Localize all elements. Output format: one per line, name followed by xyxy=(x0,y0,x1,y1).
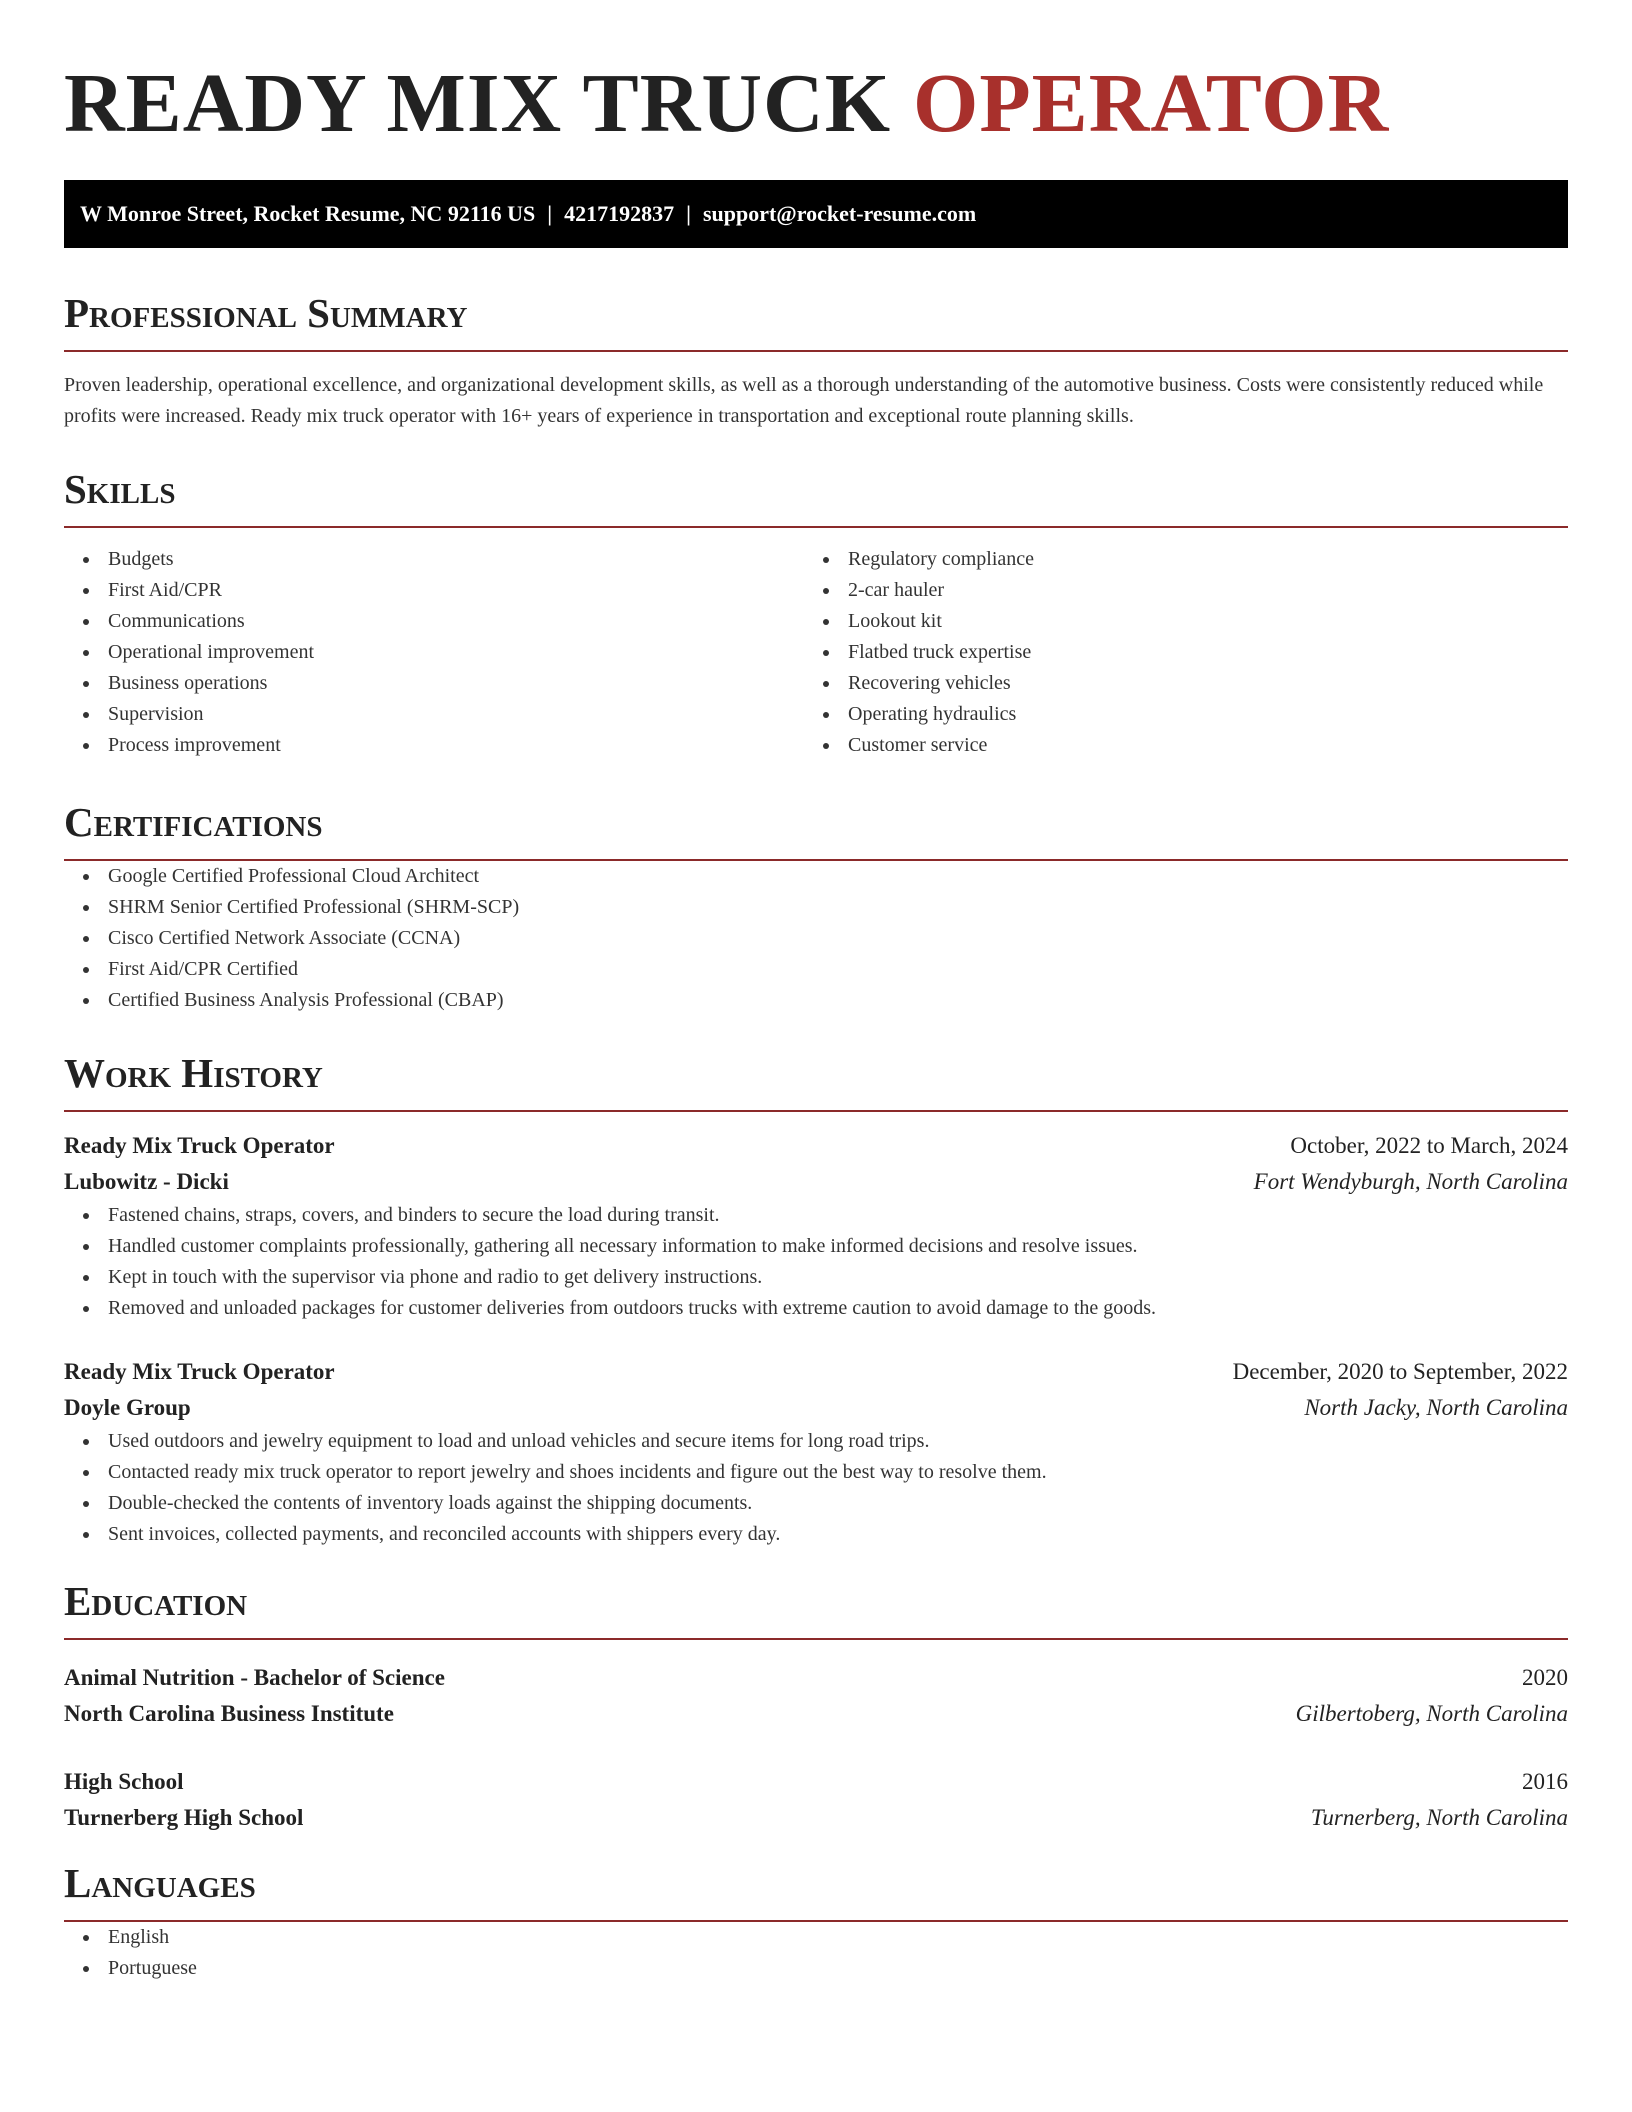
certification-item: SHRM Senior Certified Professional (SHRM-SCP) xyxy=(64,892,1568,923)
contact-bar xyxy=(64,180,1568,248)
job-entry xyxy=(64,1128,1568,1324)
education-header-row xyxy=(64,1660,1568,1696)
education-degree: Animal Nutrition - Bachelor of Science xyxy=(64,1665,445,1690)
contact-address: W Monroe Street, Rocket Resume, NC 92116 US xyxy=(80,201,536,226)
education-header-row xyxy=(64,1764,1568,1800)
contact-separator: | xyxy=(686,201,691,226)
education-year: 2020 xyxy=(1522,1665,1568,1690)
certification-item: First Aid/CPR Certified xyxy=(64,954,1568,985)
job-duty-item: Handled customer complaints professionally, gathering all necessary information to make informed decisions and resolve issues. xyxy=(64,1231,1568,1262)
education-school-row xyxy=(64,1696,1568,1732)
title-main: READY MIX TRUCK xyxy=(64,57,914,150)
skill-item: Operating hydraulics xyxy=(804,699,1544,730)
language-item: Portuguese xyxy=(64,1953,1568,1984)
skill-item: Flatbed truck expertise xyxy=(804,637,1544,668)
job-header-row xyxy=(64,1354,1568,1390)
job-company-row xyxy=(64,1164,1568,1200)
education-school-row xyxy=(64,1800,1568,1836)
skill-item: Communications xyxy=(64,606,804,637)
skill-item: Process improvement xyxy=(64,730,804,761)
job-company: Doyle Group xyxy=(64,1395,191,1420)
education-entry xyxy=(64,1660,1568,1732)
language-item: English xyxy=(64,1922,1568,1953)
certification-item: Certified Business Analysis Professional (CBAP) xyxy=(64,985,1568,1016)
contact-email[interactable]: support@rocket-resume.com xyxy=(702,201,977,226)
resume-page xyxy=(64,0,1568,1984)
skills-grid xyxy=(64,544,1568,761)
job-company-row xyxy=(64,1390,1568,1426)
job-duty-item: Double-checked the contents of inventory loads against the shipping documents. xyxy=(64,1488,1568,1519)
contact-phone[interactable]: 4217192837 xyxy=(564,201,675,226)
job-duties-list xyxy=(64,1426,1568,1550)
job-title: Ready Mix Truck Operator xyxy=(64,1133,335,1158)
education-location: Gilbertoberg, North Carolina xyxy=(1295,1701,1568,1726)
job-dates: October, 2022 to March, 2024 xyxy=(1290,1133,1568,1158)
skill-item: 2-car hauler xyxy=(804,575,1544,606)
skill-item: Regulatory compliance xyxy=(804,544,1544,575)
skill-item: First Aid/CPR xyxy=(64,575,804,606)
job-entry xyxy=(64,1354,1568,1550)
summary-heading: Professional Summary xyxy=(64,290,1568,352)
job-duty-item: Kept in touch with the supervisor via phone and radio to get delivery instructions. xyxy=(64,1262,1568,1293)
job-title: Ready Mix Truck Operator xyxy=(64,1359,335,1384)
education-degree: High School xyxy=(64,1769,184,1794)
job-duty-item: Used outdoors and jewelry equipment to load and unload vehicles and secure items for long road trips. xyxy=(64,1426,1568,1457)
contact-separator: | xyxy=(547,201,553,226)
work-history-heading: Work History xyxy=(64,1050,1568,1112)
education-school: North Carolina Business Institute xyxy=(64,1701,394,1726)
education-location: Turnerberg, North Carolina xyxy=(1310,1805,1568,1830)
certifications-heading: Certifications xyxy=(64,799,1568,861)
skills-list-left xyxy=(64,544,804,761)
job-duty-item: Fastened chains, straps, covers, and binders to secure the load during transit. xyxy=(64,1200,1568,1231)
job-duties-list xyxy=(64,1200,1568,1324)
job-dates: December, 2020 to September, 2022 xyxy=(1232,1359,1568,1384)
languages-heading: Languages xyxy=(64,1860,1568,1922)
skill-item: Operational improvement xyxy=(64,637,804,668)
certification-item: Google Certified Professional Cloud Architect xyxy=(64,861,1568,892)
education-year: 2016 xyxy=(1522,1769,1568,1794)
job-location: Fort Wendyburgh, North Carolina xyxy=(1253,1169,1568,1194)
education-heading: Education xyxy=(64,1578,1568,1640)
job-duty-item: Sent invoices, collected payments, and reconciled accounts with shippers every day. xyxy=(64,1519,1568,1550)
education-entry xyxy=(64,1764,1568,1836)
job-duty-item: Contacted ready mix truck operator to report jewelry and shoes incidents and figure out the best way to resolve them. xyxy=(64,1457,1568,1488)
skill-item: Business operations xyxy=(64,668,804,699)
certifications-list xyxy=(64,861,1568,1016)
skill-item: Recovering vehicles xyxy=(804,668,1544,699)
title-accent: OPERATOR xyxy=(913,57,1390,150)
skills-heading: Skills xyxy=(64,466,1568,528)
skill-item: Customer service xyxy=(804,730,1544,761)
skills-list-right xyxy=(804,544,1544,761)
skill-item: Supervision xyxy=(64,699,804,730)
skill-item: Budgets xyxy=(64,544,804,575)
job-duty-item: Removed and unloaded packages for customer deliveries from outdoors trucks with extreme caution to avoid damage to the goods. xyxy=(64,1293,1568,1324)
job-location: North Jacky, North Carolina xyxy=(1304,1395,1568,1420)
education-school: Turnerberg High School xyxy=(64,1805,304,1830)
skill-item: Lookout kit xyxy=(804,606,1544,637)
job-company: Lubowitz - Dicki xyxy=(64,1169,229,1194)
certification-item: Cisco Certified Network Associate (CCNA) xyxy=(64,923,1568,954)
languages-list xyxy=(64,1922,1568,1984)
summary-text: Proven leadership, operational excellence, and organizational development skills, as well as a thorough understanding of the automotive business. Costs were consistently reduced while profits were increased. Ready mix truck operator with 16+ years of experience in transportation and exceptional route planning skills. xyxy=(64,374,1544,427)
resume-title xyxy=(64,58,1568,150)
job-header-row xyxy=(64,1128,1568,1164)
